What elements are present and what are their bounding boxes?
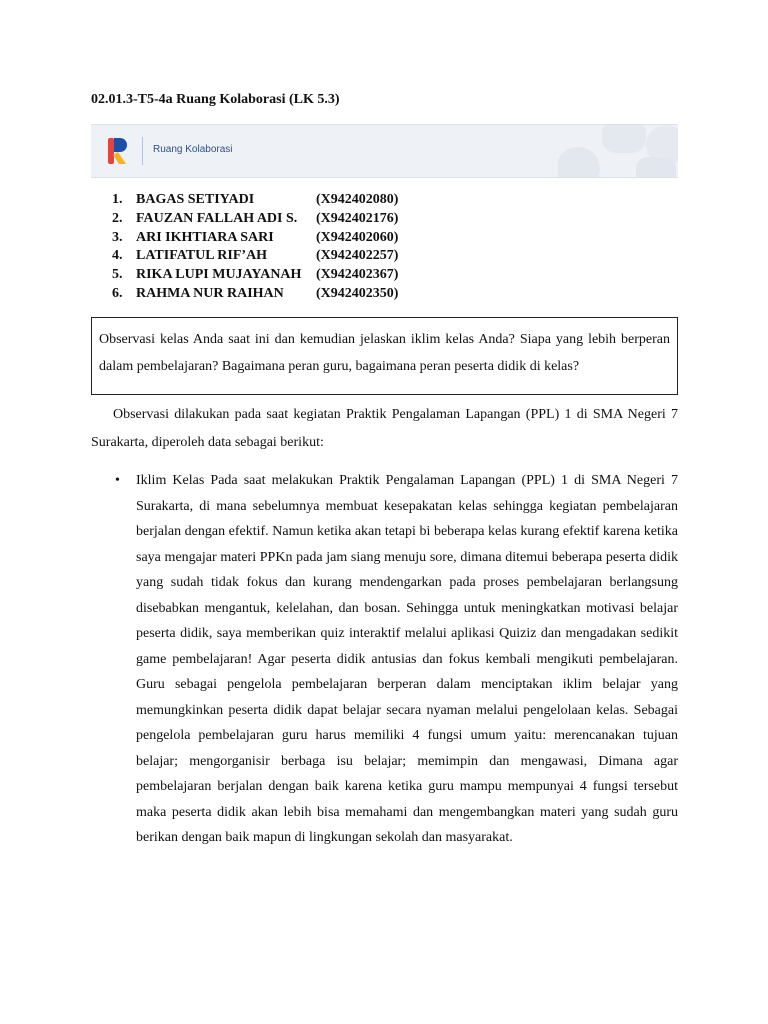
question-box: Observasi kelas Anda saat ini dan kemudian jelaskan iklim kelas Anda? Siapa yang lebih berperan dalam pembelajaran? Bagaimana peran guru, bagaimana peran peserta didik di kelas? (91, 317, 678, 395)
member-row (112, 210, 416, 229)
member-name: FAUZAN FALLAH ADI S. (136, 210, 298, 226)
member-id: (X942402060) (316, 229, 399, 245)
intro-paragraph: Observasi dilakukan pada saat kegiatan Praktik Pengalaman Lapangan (PPL) 1 di SMA Negeri 7 Surakarta, diperoleh data sebagai berikut: (91, 407, 678, 450)
member-name: ARI IKHTIARA SARI (136, 229, 274, 245)
bullet-marker: • (115, 473, 120, 488)
member-number: 4. (112, 248, 123, 264)
member-name: LATIFATUL RIF’AH (136, 248, 268, 264)
ruang-kolaborasi-logo (107, 137, 129, 165)
member-number: 3. (112, 229, 123, 245)
banner-decoration (558, 125, 678, 177)
member-id: (X942402367) (316, 267, 399, 283)
page-title: 02.01.3-T5-4a Ruang Kolaborasi (LK 5.3) (91, 92, 340, 107)
banner-label: Ruang Kolaborasi (153, 144, 233, 155)
member-id: (X942402176) (316, 210, 399, 226)
ruang-kolaborasi-banner (91, 124, 678, 178)
member-id: (X942402257) (316, 248, 399, 264)
member-number: 5. (112, 267, 123, 283)
member-list (112, 191, 416, 304)
member-name: RAHMA NUR RAIHAN (136, 285, 284, 301)
member-row (112, 285, 416, 304)
member-row (112, 247, 416, 266)
member-name: RIKA LUPI MUJAYANAH (136, 267, 302, 283)
member-row (112, 266, 416, 285)
member-number: 6. (112, 285, 123, 301)
member-number: 2. (112, 210, 123, 226)
member-name: BAGAS SETIYADI (136, 192, 255, 207)
member-id: (X942402080) (316, 192, 399, 207)
member-row (112, 191, 416, 210)
bullet-text: Iklim Kelas Pada saat melakukan Praktik Pengalaman Lapangan (PPL) 1 di SMA Negeri 7 Surakarta, di mana sebelumnya membuat kesepakatan kelas sehingga kegiatan pembelajaran berjalan dengan efektif. Namun ketika akan tetapi bi beberapa kelas kurang efektif karena ketika saya mengajar materi PPKn pada jam siang menuju sore, dimana ditemui beberapa peserta didik yang sudah tidak fokus dan kurang mendengarkan pada proses pembelajaran berlangsung disebabkan mengantuk, kelelahan, dan bosan. Sehingga untuk meningkatkan motivasi belajar peserta didik, saya memberikan quiz interaktif melalui aplikasi Quiziz dan mengadakan sedikit game pembelajaran! Agar peserta didik antusias dan fokus kembali mengikuti pembelajaran. Guru sebagai pengelola pembelajaran berperan dalam menciptakan iklim belajar yang memungkinkan peserta didik dapat belajar secara nyaman melalui pengelolaan kelas. Sebagai pengelola pembelajaran guru harus memiliki 4 fungsi umum yaitu: merencanakan tujuan belajar; mengorganisir berbaga isu belajar; memimpin dan mengawasi, Dimana agar pembelajaran berjalan dengan baik karena ketika guru mampu mempunyai 4 fungsi tersebut maka peserta didik akan lebih bisa memahami dan mengembangkan materi yang sudah guru berikan dengan baik mapun di lingkungan sekolah dan masyarakat. (136, 473, 678, 845)
banner-divider (142, 137, 143, 165)
member-number: 1. (112, 192, 123, 207)
member-row (112, 229, 416, 248)
member-id: (X942402350) (316, 285, 399, 301)
bullet-item (115, 468, 678, 851)
